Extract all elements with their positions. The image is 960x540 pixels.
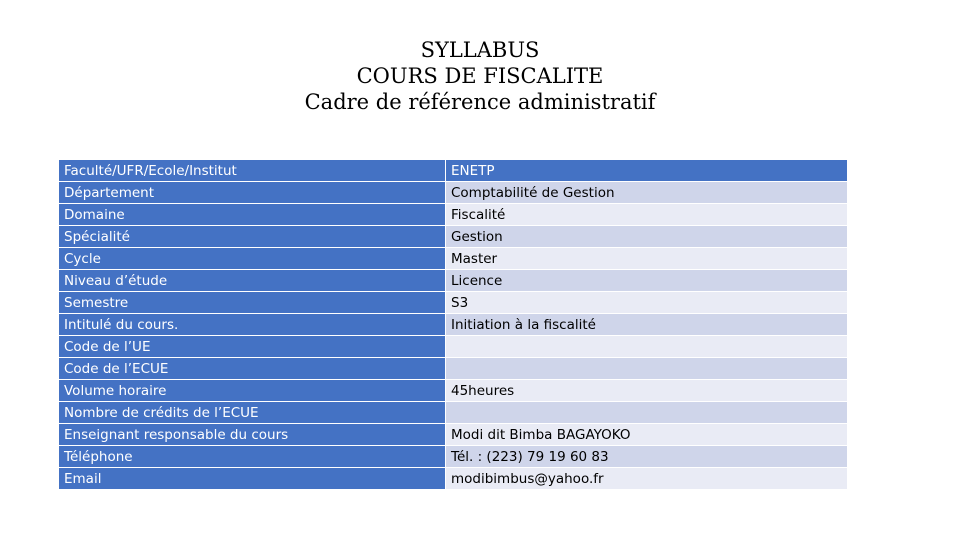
table-row-study-level: [59, 270, 848, 292]
row-label: Téléphone: [59, 446, 446, 468]
table-row-credits: [59, 402, 848, 424]
row-label: Email: [59, 468, 446, 490]
table-row-ue-code: [59, 336, 848, 358]
row-label: Cycle: [59, 248, 446, 270]
row-label: Niveau d’étude: [59, 270, 446, 292]
row-value: 45heures: [446, 380, 848, 402]
table-row-email: [59, 468, 848, 490]
row-value: [446, 402, 848, 424]
row-value: Modi dit Bimba BAGAYOKO: [446, 424, 848, 446]
row-value: Tél. : (223) 79 19 60 83: [446, 446, 848, 468]
row-label: Département: [59, 182, 446, 204]
table-row-cycle: [59, 248, 848, 270]
table-row-department: [59, 182, 848, 204]
row-value: [446, 358, 848, 380]
row-label: Volume horaire: [59, 380, 446, 402]
row-value: Licence: [446, 270, 848, 292]
row-label: Domaine: [59, 204, 446, 226]
table-row-course-title: [59, 314, 848, 336]
row-value: Master: [446, 248, 848, 270]
row-value: modibimbus@yahoo.fr: [446, 468, 848, 490]
table-row-domain: [59, 204, 848, 226]
table-row-phone: [59, 446, 848, 468]
row-label: Intitulé du cours.: [59, 314, 446, 336]
table-row-faculty: [59, 160, 848, 182]
table-row-instructor: [59, 424, 848, 446]
row-value: Gestion: [446, 226, 848, 248]
title-line-syllabus: SYLLABUS: [420, 38, 540, 62]
row-label: Code de l’ECUE: [59, 358, 446, 380]
row-value: [446, 336, 848, 358]
table-row-hours: [59, 380, 848, 402]
row-label: Faculté/UFR/Ecole/Institut: [59, 160, 446, 182]
row-label: Semestre: [59, 292, 446, 314]
title-line-course: COURS DE FISCALITE: [356, 64, 604, 88]
row-value: Comptabilité de Gestion: [446, 182, 848, 204]
row-value: S3: [446, 292, 848, 314]
title-line-framework: Cadre de référence administratif: [304, 90, 656, 114]
row-label: Spécialité: [59, 226, 446, 248]
row-label: Enseignant responsable du cours: [59, 424, 446, 446]
table-row-specialty: [59, 226, 848, 248]
course-info-table: [58, 159, 848, 490]
row-label: Code de l’UE: [59, 336, 446, 358]
row-value: Initiation à la fiscalité: [446, 314, 848, 336]
table-row-ecue-code: [59, 358, 848, 380]
row-value: Fiscalité: [446, 204, 848, 226]
slide-title: [0, 37, 960, 115]
row-label: Nombre de crédits de l’ECUE: [59, 402, 446, 424]
table-row-semester: [59, 292, 848, 314]
row-value: ENETP: [446, 160, 848, 182]
